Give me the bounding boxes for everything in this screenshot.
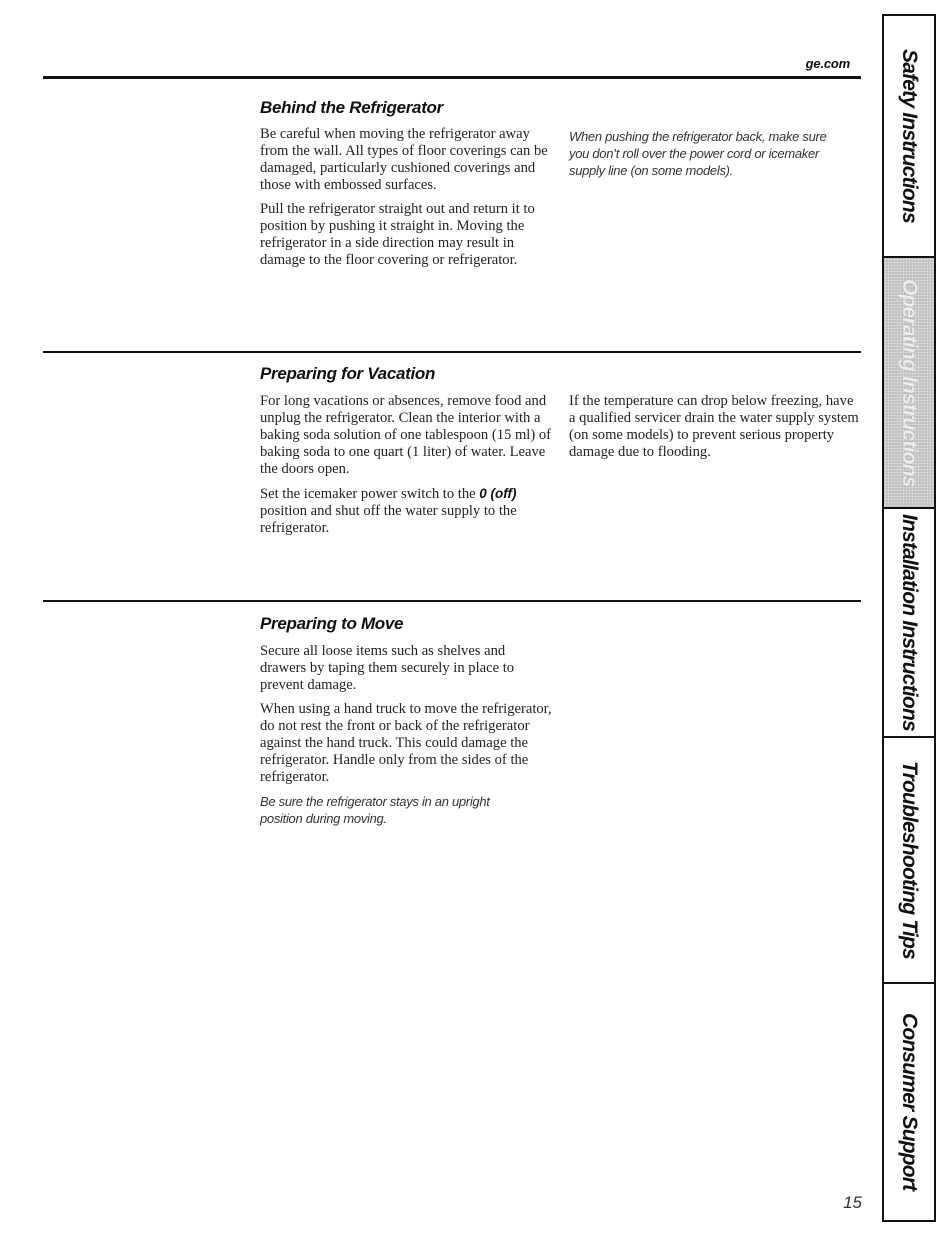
behind-left-column (260, 126, 552, 276)
vacation-right-column (569, 393, 861, 468)
site-url[interactable]: ge.com (805, 56, 850, 71)
switch-prefix: Set the icemaker power switch to the (260, 486, 480, 502)
behind-paragraph-1: Be careful when moving the refrigerator away from the wall. All types of floor coverings can be damaged, particularly cushioned coverings and those with embossed surfaces. (260, 126, 548, 193)
section-title-move: Preparing to Move (260, 614, 404, 633)
tab-label-safety: Safety Instructions (898, 49, 921, 223)
switch-text: position and shut off the water supply to the refrigerator. (260, 503, 517, 536)
tab-label-consumer: Consumer Support (898, 1013, 921, 1191)
move-left-column (260, 643, 552, 834)
vacation-left-column (260, 393, 552, 544)
tab-operating-instructions[interactable] (884, 258, 934, 509)
behind-paragraph-2: Pull the refrigerator straight out and return it to position by pushing it straight in. Moving the refrigerator in a side direction may result in damage to the floor covering or refrigerator. (260, 201, 535, 268)
tab-installation-instructions[interactable] (884, 509, 934, 738)
section-title-vacation: Preparing for Vacation (260, 364, 436, 383)
section-divider-1 (43, 351, 861, 353)
tab-troubleshooting-tips[interactable] (884, 738, 934, 984)
header-rule (43, 76, 861, 79)
tab-consumer-support[interactable] (884, 984, 934, 1220)
section-title-behind: Behind the Refrigerator (260, 98, 443, 117)
section-divider-2 (43, 600, 861, 602)
tab-safety-instructions[interactable] (884, 16, 934, 258)
tab-label-installation: Installation Instructions (898, 514, 921, 731)
move-paragraph-1: Secure all loose items such as shelves and drawers by taping them securely in place to prevent damage. (260, 643, 515, 693)
move-paragraph-2: When using a hand truck to move the refrigerator, do not rest the front or back of the refrigerator against the hand truck. This could damage the refrigerator. Handle only from the sides of the refrigerator. (260, 701, 552, 785)
vacation-paragraph-2 (260, 485, 552, 537)
behind-right-note: When pushing the refrigerator back, make sure you don’t roll over the power cord or icemaker supply line (on some models). (569, 129, 827, 178)
vacation-paragraph-1: For long vacations or absences, remove food and unplug the refrigerator. Clean the interior with a baking soda solution of one tablespoon (15 ml) of baking soda to one quart (1 liter) of water. Leave the doors open. (260, 393, 552, 477)
tab-label-operating: Operating Instructions (898, 278, 921, 487)
vacation-right-paragraph: If the temperature can drop below freezing, have a qualified servicer drain the water supply system (on some models) to prevent serious property damage due to flooding. (569, 393, 859, 460)
section-tabs-sidebar (882, 14, 936, 1222)
page-number: 15 (843, 1193, 862, 1212)
off-position-label: 0 (off) (479, 486, 517, 501)
move-note: Be sure the refrigerator stays in an upright position during moving. (260, 794, 490, 826)
tab-label-troubleshooting: Troubleshooting Tips (898, 761, 921, 959)
